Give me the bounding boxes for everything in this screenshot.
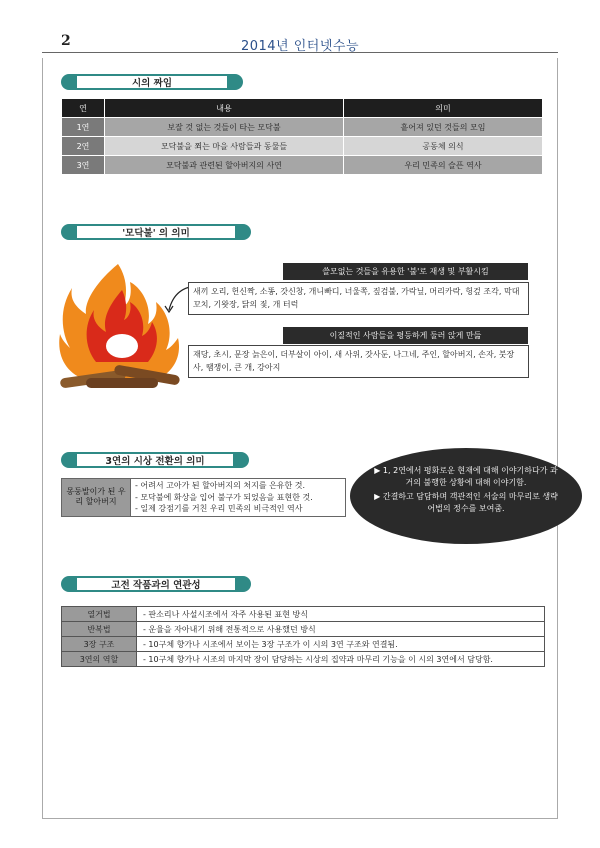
- meaning-banner-2: 이질적인 사람들을 평등하게 둘러 앉게 만듦: [283, 327, 528, 344]
- summary-line-1: ▶ 1, 2연에서 평화로운 현재에 대해 이야기하다가 과거의 불행한 상황에 대해 이야기함.: [374, 466, 558, 487]
- section-tab-right: [235, 576, 251, 592]
- section-tab-left: [61, 74, 77, 90]
- row-value: - 10구체 향가나 시조의 마지막 장이 담당하는 시상의 집약과 마무리 기능을 이 시의 3연에서 담당함.: [137, 652, 545, 667]
- row-meaning: 우리 민족의 슬픈 역사: [344, 156, 543, 175]
- meaning-box-2: 재당, 초시, 문장 늙은이, 더부살이 아이, 새 사위, 갓사둔, 나그네, 주인, 할아버지, 손자, 붓장사, 땜쟁이, 큰 개, 강아지: [188, 345, 529, 378]
- structure-table: [61, 98, 543, 175]
- table-row: [62, 637, 545, 652]
- section3-title: 3연의 시상 전환의 의미: [77, 452, 233, 468]
- col-header-content: 내용: [105, 99, 344, 118]
- fire-core: [106, 334, 138, 358]
- row-stanza: 3연: [62, 156, 105, 175]
- col-header-stanza: 연: [62, 99, 105, 118]
- table-row: [62, 137, 543, 156]
- row-label: 3장 구조: [62, 637, 137, 652]
- row-meaning: 흩어져 있던 것들의 모임: [344, 118, 543, 137]
- table-row: [62, 652, 545, 667]
- list-item: - 일제 강점기를 거친 우리 민족의 비극적인 역사: [135, 504, 303, 513]
- classics-table: [61, 606, 545, 667]
- meaning-banner-1: 쓸모없는 것들을 유용한 '불'로 재생 및 부활시킴: [283, 263, 528, 280]
- transition-items: [131, 479, 346, 517]
- section-tab-right: [235, 224, 251, 240]
- row-label: 반복법: [62, 622, 137, 637]
- table-row: [62, 156, 543, 175]
- section-tab-left: [61, 224, 77, 240]
- row-meaning: 공동체 의식: [344, 137, 543, 156]
- section1-title-bar: [61, 74, 243, 90]
- section2-title: '모닥불' 의 의미: [77, 224, 235, 240]
- transition-table: [61, 478, 346, 517]
- section-tab-right: [227, 74, 243, 90]
- section4-title-bar: [61, 576, 251, 592]
- section1-title: 시의 짜임: [77, 74, 227, 90]
- row-label: 3연의 역할: [62, 652, 137, 667]
- section-tab-left: [61, 576, 77, 592]
- row-content: 모닥불을 쬐는 마을 사람들과 동물들: [105, 137, 344, 156]
- table-row: [62, 607, 545, 622]
- section-tab-left: [61, 452, 77, 468]
- row-value: - 운율을 자아내기 위해 전통적으로 사용했던 방식: [137, 622, 545, 637]
- transition-header: 몽둥발이가 된 우리 할아버지: [62, 479, 131, 517]
- meaning-box-1: 새끼 오리, 헌신짝, 소똥, 갓신창, 개니빠디, 너울쪽, 짚검불, 가락닢, 머리카락, 헝겊 조각, 막대 꼬치, 기왓장, 닭의 짗, 개 터럭: [188, 282, 529, 315]
- list-item: - 어려서 고아가 된 할아버지의 처지를 은유한 것.: [135, 481, 306, 490]
- summary-ellipse: [350, 448, 582, 544]
- table-row: [62, 118, 543, 137]
- row-stanza: 2연: [62, 137, 105, 156]
- row-content: 모닥불과 관련된 할아버지의 사연: [105, 156, 344, 175]
- table-row: [62, 622, 545, 637]
- row-value: - 10구체 향가나 시조에서 보이는 3장 구조가 이 시의 3연 구조와 연결됨.: [137, 637, 545, 652]
- section4-title: 고전 작품과의 연관성: [77, 576, 235, 592]
- section2-title-bar: [61, 224, 251, 240]
- row-value: - 판소리나 사설시조에서 자주 사용된 표현 방식: [137, 607, 545, 622]
- row-content: 보잘 것 없는 것들이 타는 모닥불: [105, 118, 344, 137]
- row-label: 열거법: [62, 607, 137, 622]
- row-stanza: 1연: [62, 118, 105, 137]
- section-tab-right: [233, 452, 249, 468]
- header-rule: [42, 52, 558, 53]
- section3-title-bar: [61, 452, 249, 468]
- summary-line-2: ▶ 간결하고 담담하며 객관적인 서술의 마무리로 생략어법의 정수를 보여줌.: [374, 492, 558, 513]
- list-item: - 모닥불에 화상을 입어 불구가 되었음을 표현한 것.: [135, 492, 313, 502]
- log: [86, 378, 158, 388]
- page-number: 2: [61, 33, 71, 49]
- col-header-meaning: 의미: [344, 99, 543, 118]
- header-title: 2014년 인터넷수능: [240, 39, 360, 54]
